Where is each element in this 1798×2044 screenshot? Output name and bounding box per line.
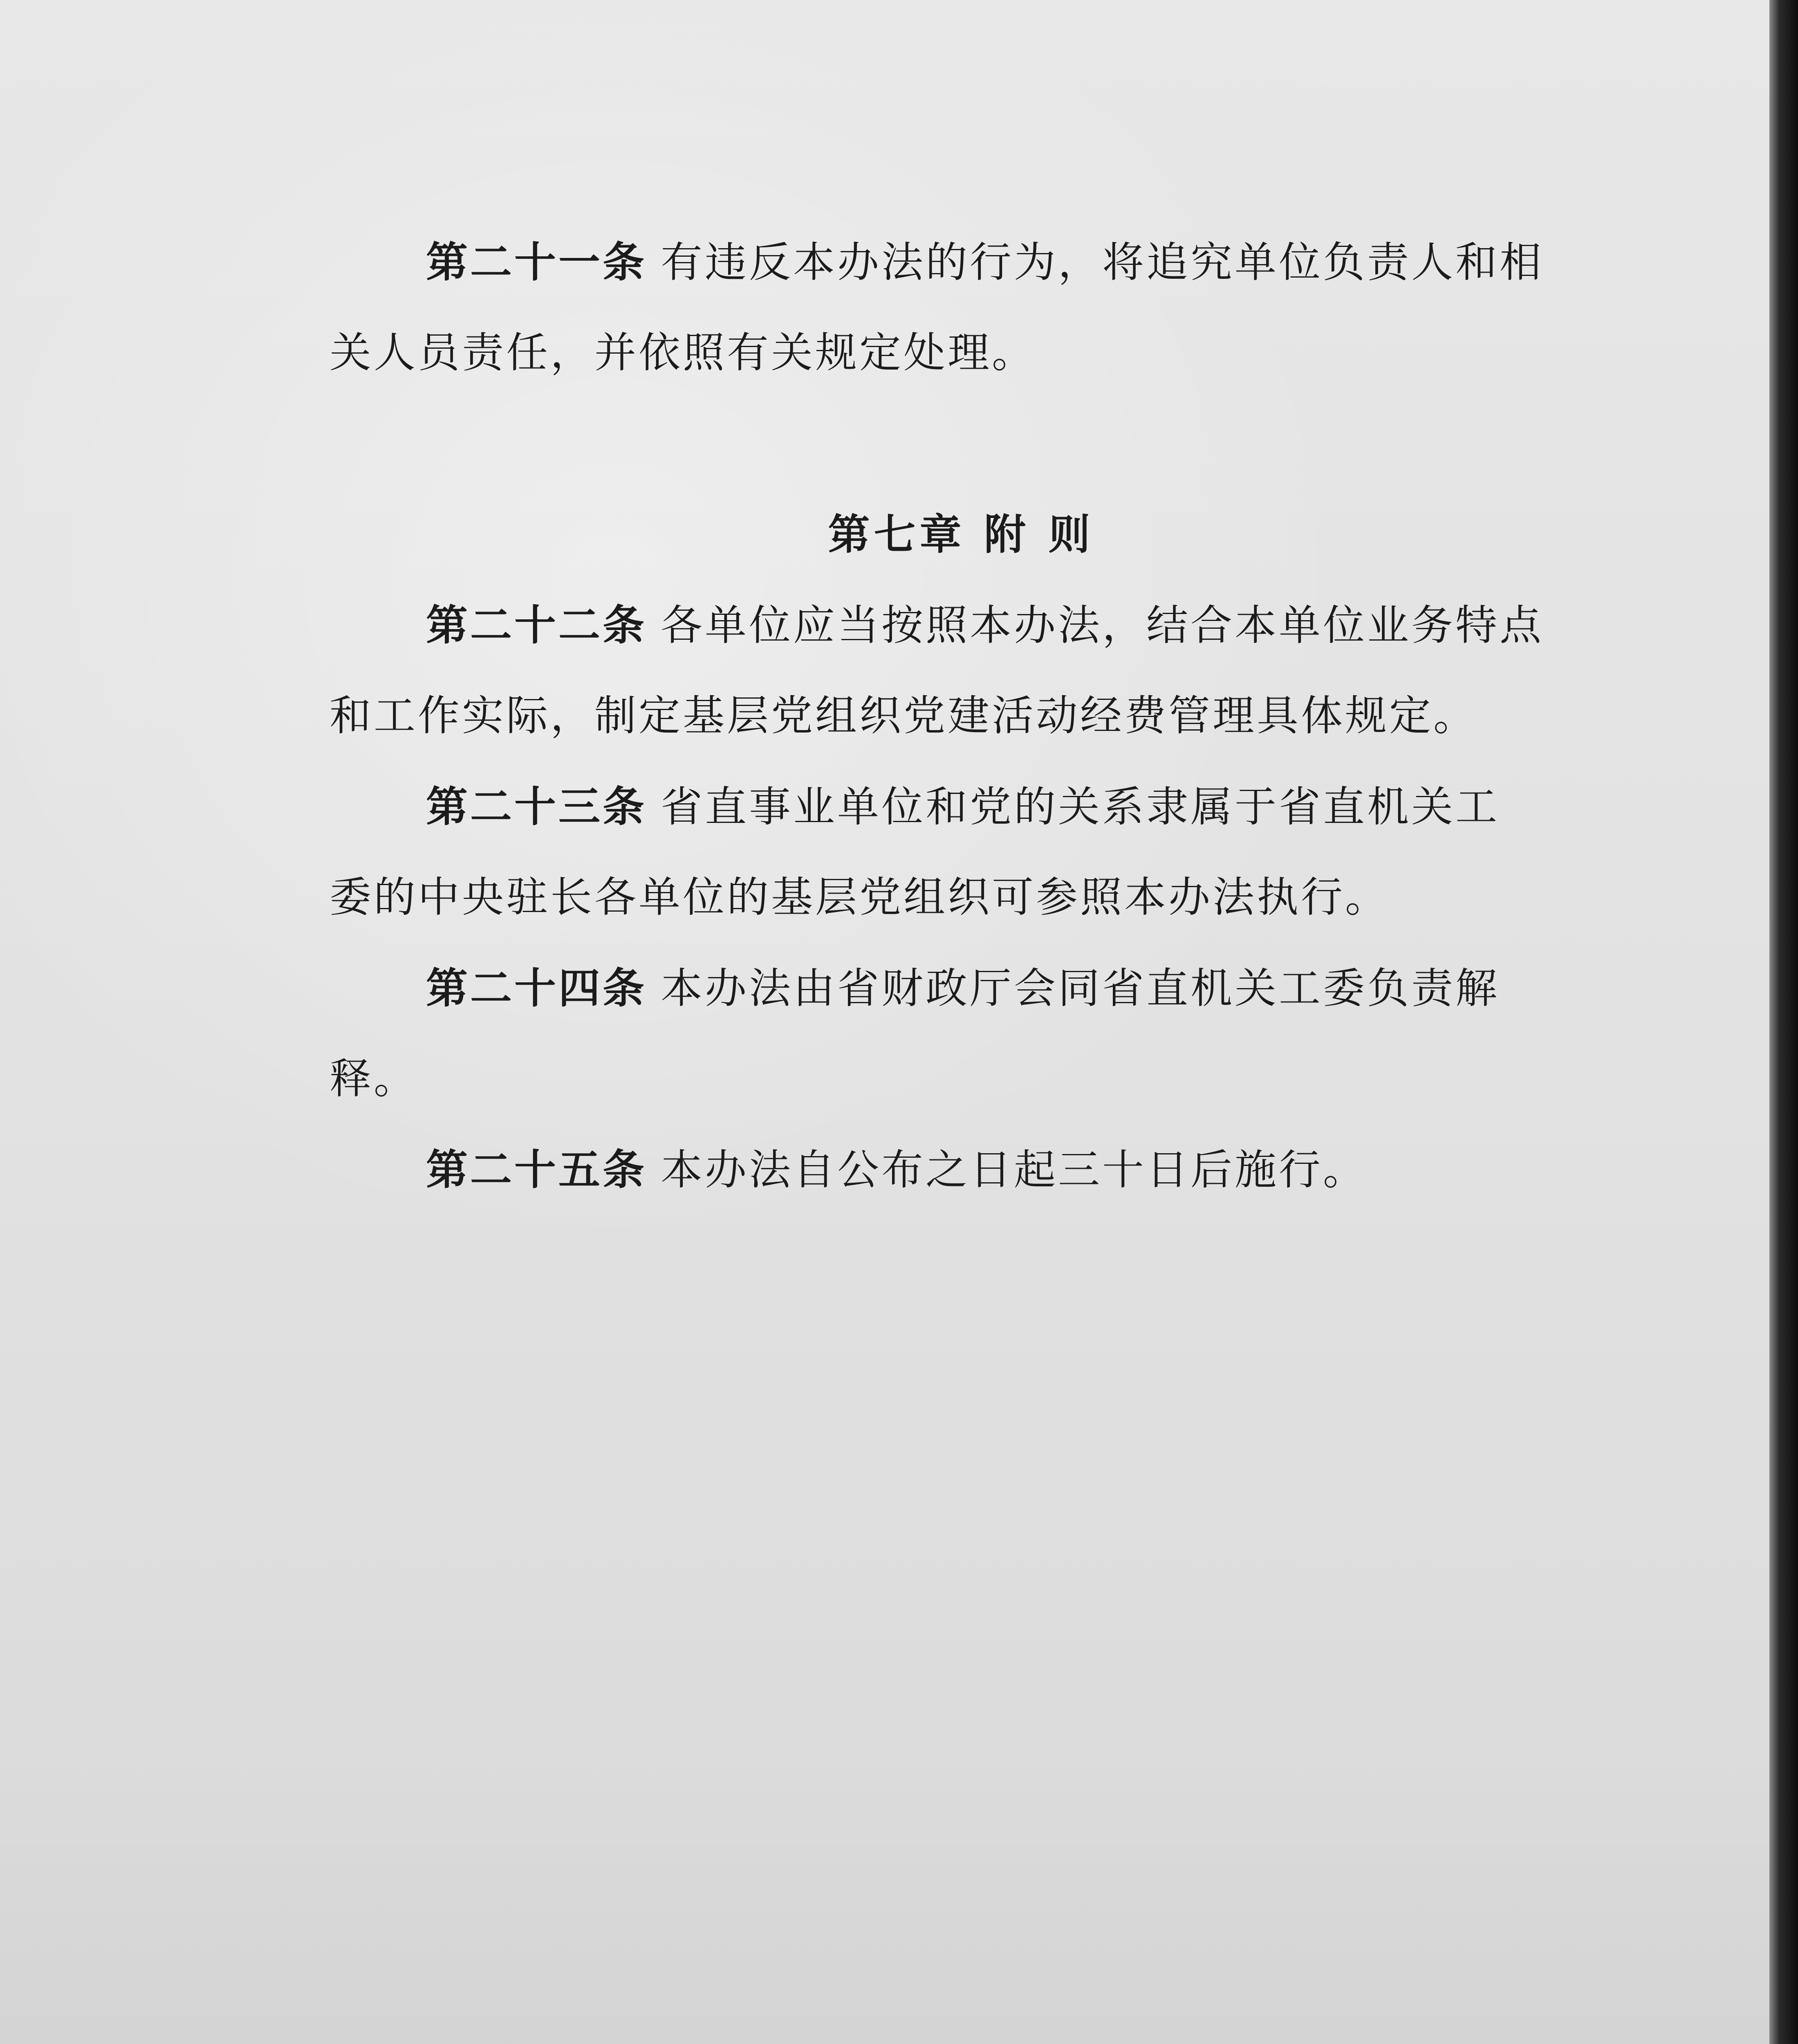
article-23-line-1 — [330, 762, 1593, 852]
article-22-line-2 — [330, 671, 1593, 762]
article-24-text-2: 释。 — [330, 1055, 418, 1103]
article-23-line-2 — [330, 852, 1593, 943]
spacer — [330, 399, 1593, 489]
article-22-text-1: 各单位应当按照本办法，结合本单位业务特点 — [661, 601, 1544, 650]
article-24-number: 第二十四条 — [426, 964, 647, 1013]
paper-shading — [0, 1758, 1798, 2044]
article-22-text-2: 和工作实际，制定基层党组织党建活动经费管理具体规定。 — [330, 692, 1477, 740]
document-body — [330, 217, 1593, 1215]
article-21-number: 第二十一条 — [426, 238, 647, 287]
article-23-text-2: 委的中央驻长各单位的基层党组织可参照本办法执行。 — [330, 873, 1389, 922]
article-23-number: 第二十三条 — [426, 782, 647, 831]
article-21-text-1: 有违反本办法的行为，将追究单位负责人和相 — [661, 238, 1544, 287]
article-25-text-1: 本办法自公布之日起三十日后施行。 — [661, 1146, 1367, 1195]
article-21-line-2 — [330, 308, 1593, 399]
article-25-number: 第二十五条 — [426, 1145, 647, 1195]
article-25-line-1 — [330, 1125, 1593, 1215]
article-22-line-1 — [330, 580, 1593, 671]
scan-edge — [1769, 0, 1798, 2044]
article-21-line-1 — [330, 217, 1593, 308]
article-24-text-1: 本办法由省财政厅会同省直机关工委负责解 — [661, 964, 1500, 1013]
article-21-text-2: 关人员责任，并依照有关规定处理。 — [330, 329, 1036, 377]
article-24-line-1 — [330, 943, 1593, 1034]
article-24-line-2 — [330, 1034, 1593, 1125]
article-23-text-1: 省直事业单位和党的关系隶属于省直机关工 — [661, 783, 1500, 831]
article-22-number: 第二十二条 — [426, 601, 647, 650]
chapter-heading: 第七章 附 则 — [828, 510, 1094, 559]
